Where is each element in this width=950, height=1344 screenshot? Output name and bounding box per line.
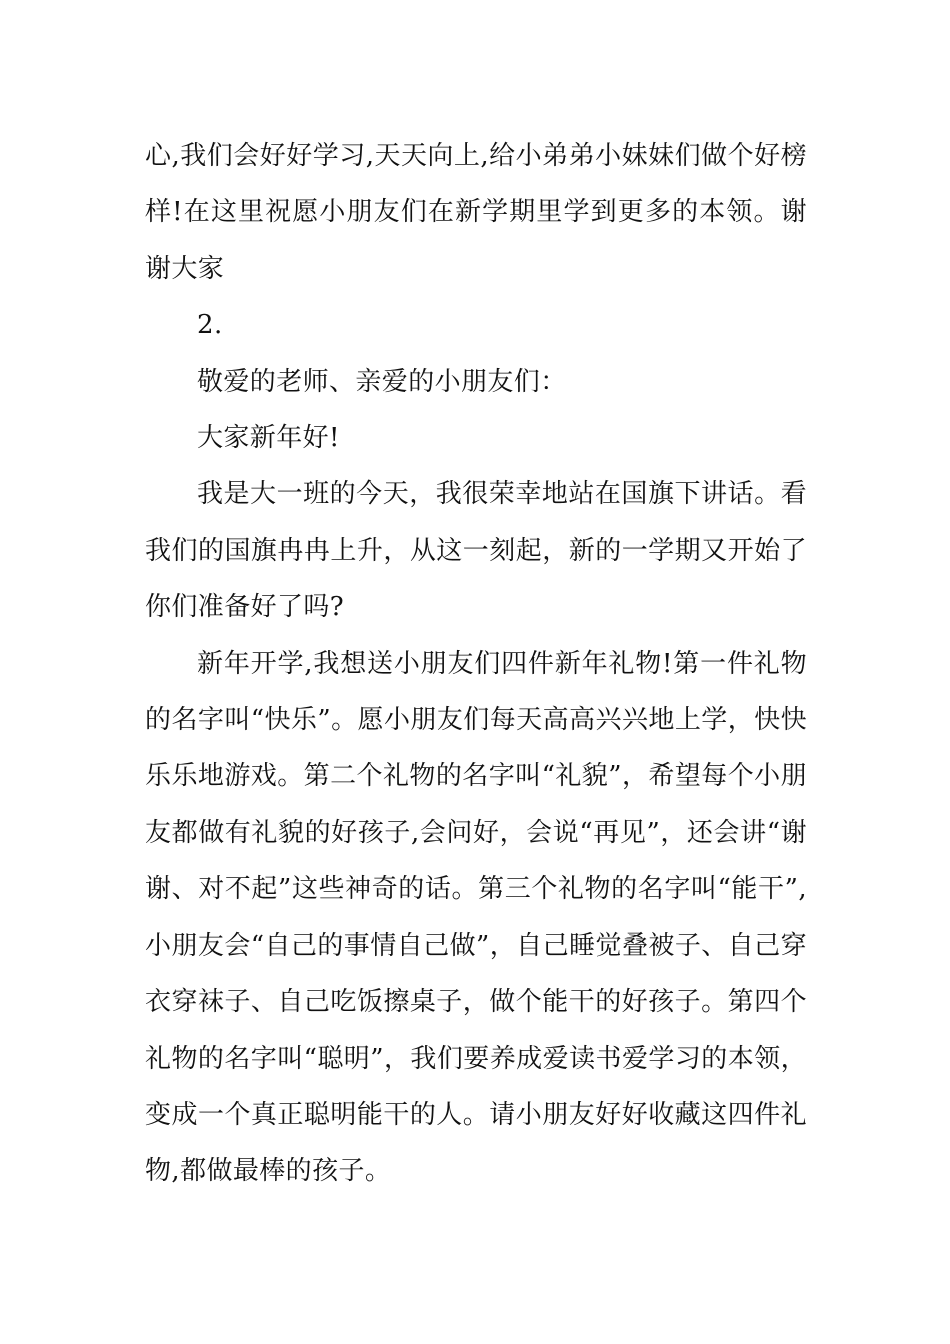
greeting: 大家新年好!	[197, 423, 340, 454]
body-text	[145, 128, 807, 1200]
salutation: 敬爱的老师、亲爱的小朋友们：	[197, 366, 567, 397]
paragraph-continuation: 心,我们会好好学习,天天向上,给小弟弟小妹妹们做个好榜样!在这里祝愿小朋友们在新学期里学到更多的本领。谢谢大家	[145, 141, 807, 284]
section-number: 2.	[197, 310, 223, 341]
paragraph-gifts: 新年开学,我想送小朋友们四件新年礼物!第一件礼物的名字叫“快乐”。愿小朋友们每天高高兴兴地上学，快快乐乐地游戏。第二个礼物的名字叫“礼貌”，希望每个小朋友都做有礼貌的好孩子,会问好，会说“再见”，还会讲“谢谢、对不起”这些神奇的话。第三个礼物的名字叫“能干”,小朋友会“自己的事情自己做”，自己睡觉叠被子、自己穿衣穿袜子、自己吃饭擦桌子，做个能干的好孩子。第四个礼物的名字叫“聪明”，我们要养成爱读书爱学习的本领，变成一个真正聪明能干的人。请小朋友好好收藏这四件礼物,都做最棒的孩子。	[145, 648, 807, 1187]
paragraph-intro: 我是大一班的今天，我很荣幸地站在国旗下讲话。看我们的国旗冉冉上升，从这一刻起，新的一学期又开始了你们准备好了吗?	[145, 479, 807, 623]
